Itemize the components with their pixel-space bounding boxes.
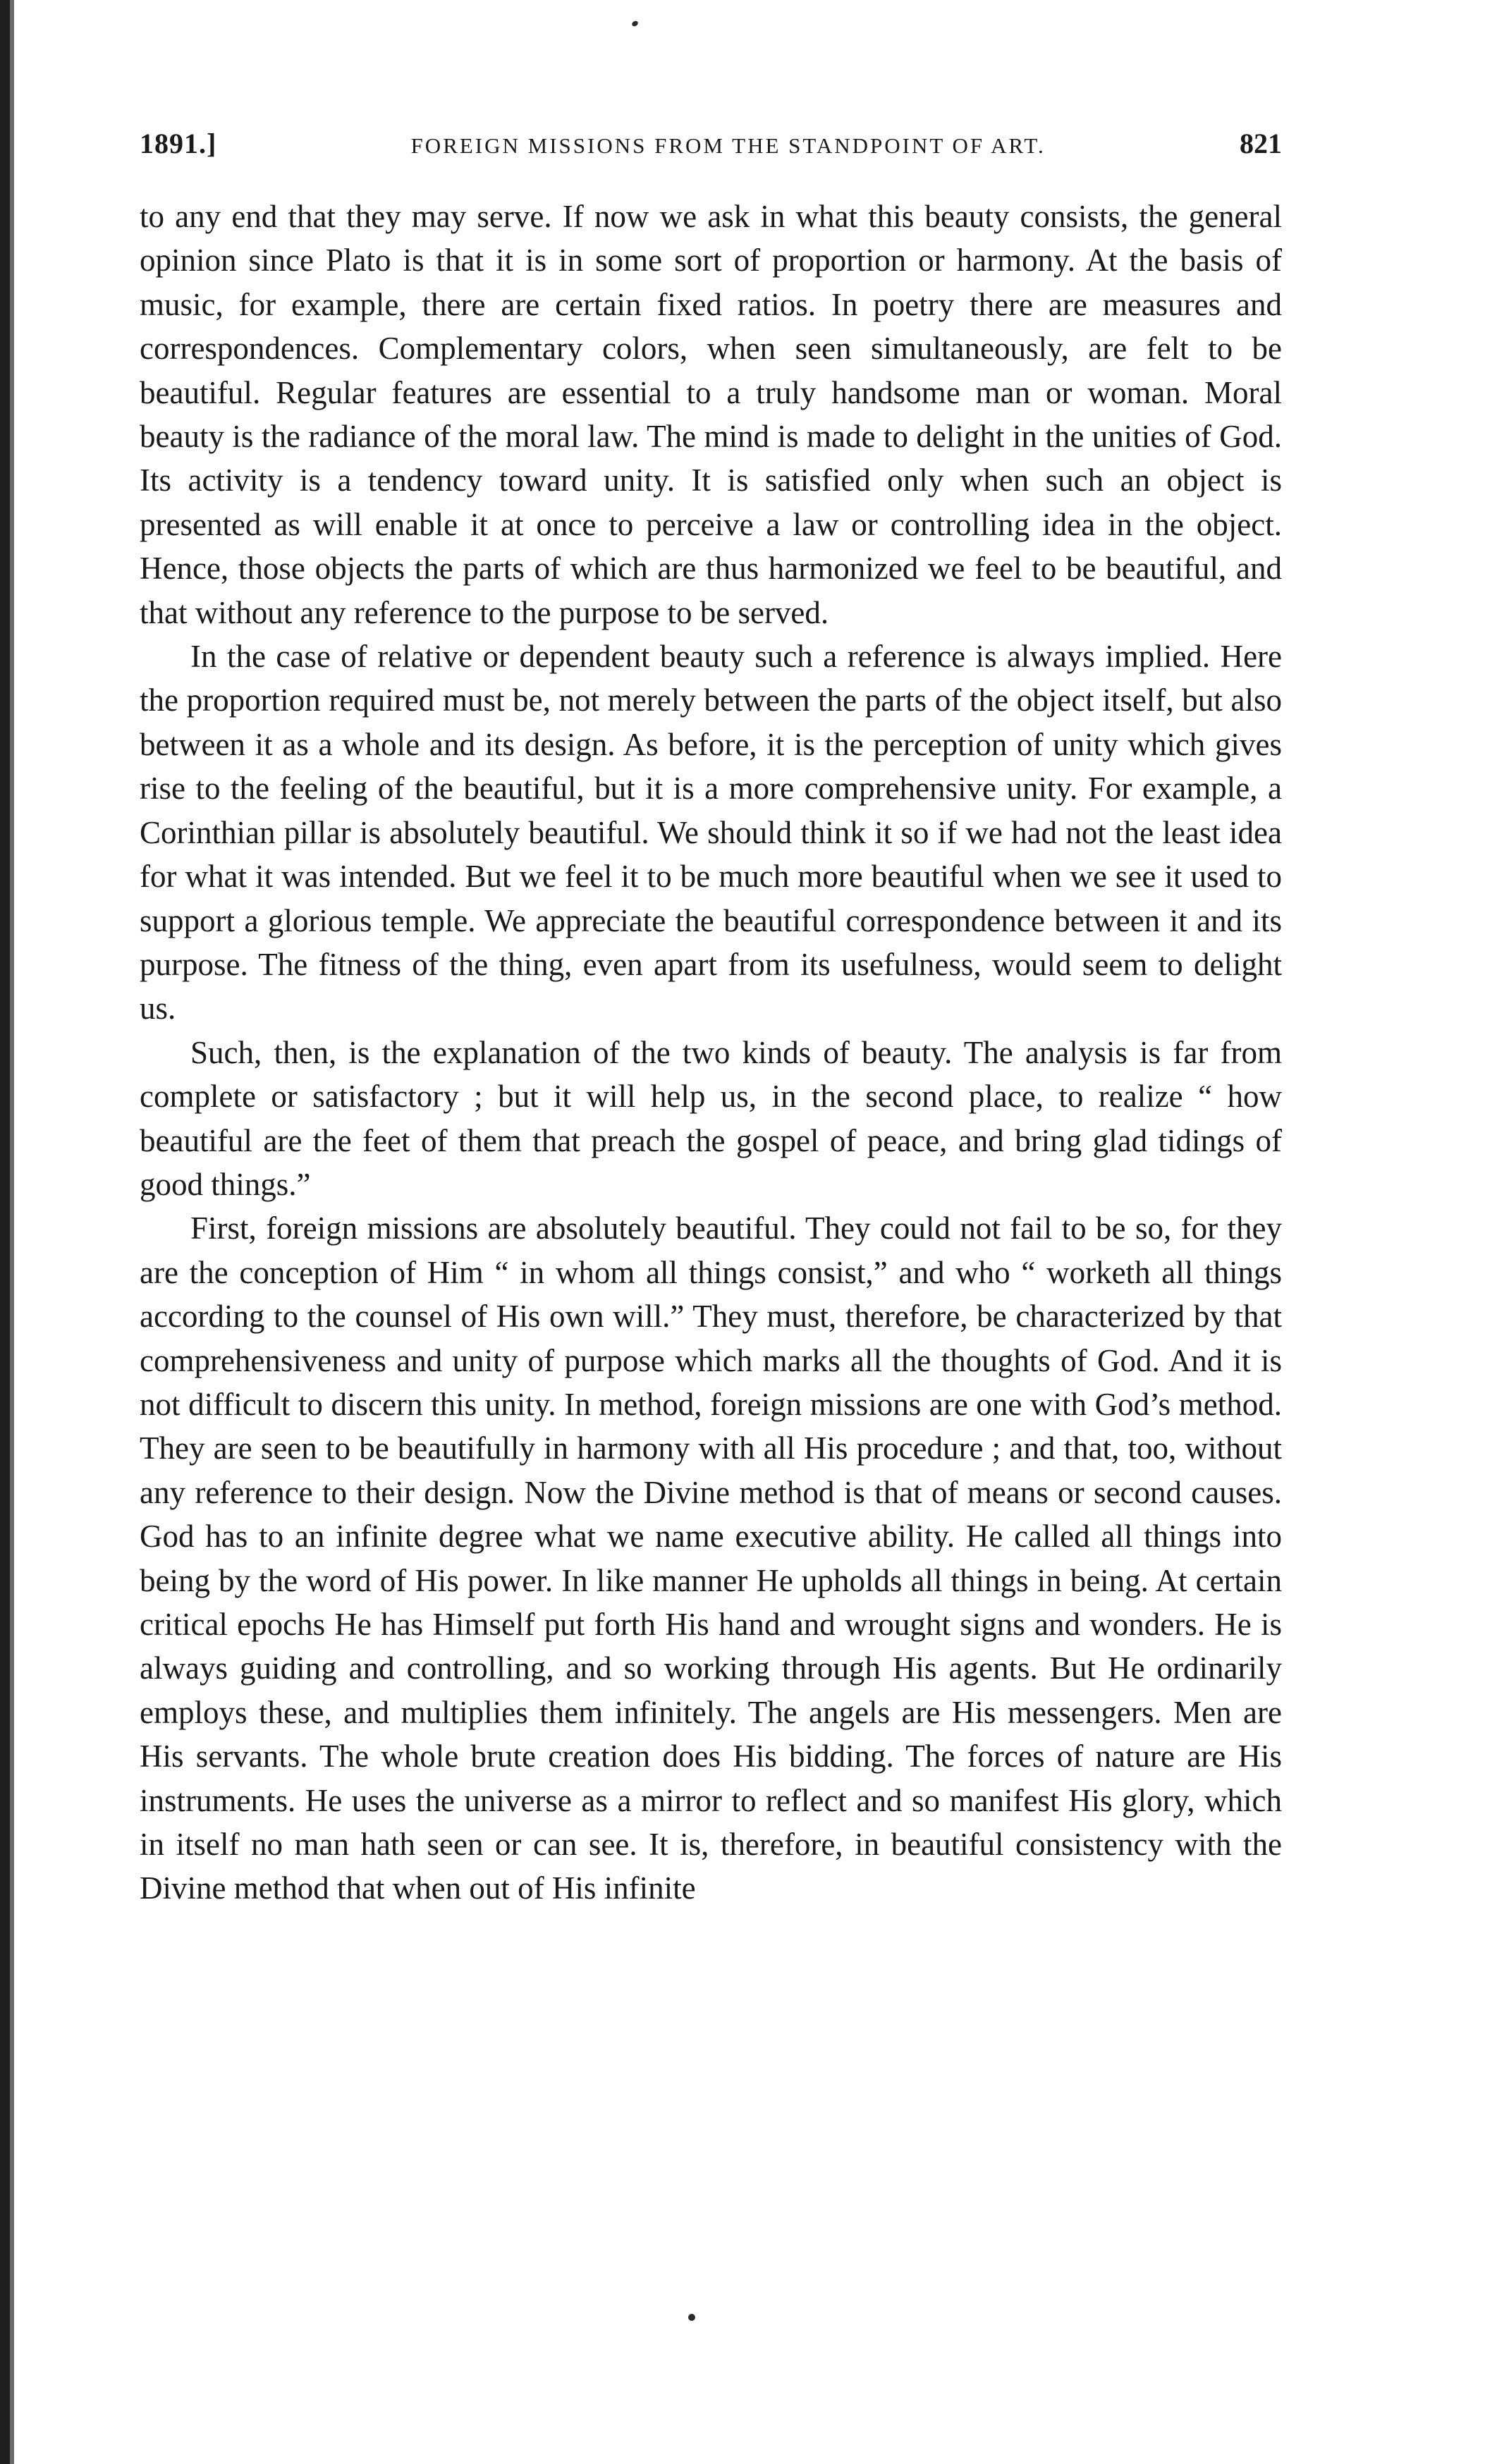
page-number: 821: [1240, 128, 1282, 159]
page-body: [140, 195, 1282, 1911]
ink-speck: [688, 2314, 695, 2321]
paragraph: In the case of relative or dependent beauty such a reference is always implied. Here the proportion required must be, not merely between the parts of the object itself, but also between it as a whole and its design. As before, it is the perception of unity which gives rise to the feeling of the beautiful, but it is a more comprehensive unity. For example, a Corinthian pillar is absolutely beautiful. We should think it so if we had not the least idea for what it was intended. But we feel it to be much more beautiful when we see it used to support a glorious temple. We appreciate the beautiful correspondence between it and its purpose. The fitness of the thing, even apart from its usefulness, would seem to delight us.: [140, 639, 1282, 1026]
running-head-year: 1891.]: [140, 128, 217, 159]
paragraph: Such, then, is the explanation of the two kinds of beauty. The analysis is far from complete or satisfactory ; but it will help us, in the second place, to realize “ how beautiful are the feet of them that preach the gospel of peace, and bring glad tidings of good things.”: [140, 1034, 1282, 1202]
page-binding-edge: [0, 0, 10, 2464]
paragraph-continued: to any end that they may serve. If now we ask in what this beauty consists, the general opinion since Plato is that it is in some sort of proportion or harmony. At the basis of music, for example, there are certain fixed ratios. In poetry there are measures and correspondences. Complementary colors, when seen simultaneously, are felt to be beautiful. Regular features are essential to a truly handsome man or woman. Moral beauty is the radiance of the moral law. The mind is made to delight in the unities of God. Its activity is a tendency toward unity. It is satisfied only when such an object is presented as will enable it at once to perceive a law or controlling idea in the object. Hence, those objects the parts of which are thus harmonized we feel to be beautiful, and that without any reference to the purpose to be served.: [140, 199, 1282, 630]
running-head: [140, 127, 1282, 166]
page-binding-shadow: [10, 0, 14, 2464]
ink-speck: [631, 20, 639, 27]
running-head-title: FOREIGN MISSIONS FROM THE STANDPOINT OF ART.: [410, 133, 1046, 158]
book-page: [140, 127, 1282, 1911]
paragraph: First, foreign missions are absolutely beautiful. They could not fail to be so, for they are the conception of Him “ in whom all things consist,” and who “ worketh all things according to the counsel of His own will.” They must, therefore, be characterized by that comprehensiveness and unity of purpose which marks all the thoughts of God. And it is not difficult to discern this unity. In method, foreign missions are one with God’s method. They are seen to be beautifully in harmony with all His procedure ; and that, too, without any reference to their design. Now the Divine method is that of means or second causes. God has to an infinite degree what we name executive ability. He called all things into being by the word of His power. In like manner He upholds all things in being. At certain critical epochs He has Himself put forth His hand and wrought signs and wonders. He is always guiding and controlling, and so working through His agents. But He ordinarily employs these, and multiplies them infinitely. The angels are His messengers. Men are His servants. The whole brute creation does His bidding. The forces of nature are His instruments. He uses the universe as a mirror to reflect and so manifest His glory, which in itself no man hath seen or can see. It is, therefore, in beautiful consistency with the Divine method that when out of His infinite: [140, 1210, 1282, 1906]
